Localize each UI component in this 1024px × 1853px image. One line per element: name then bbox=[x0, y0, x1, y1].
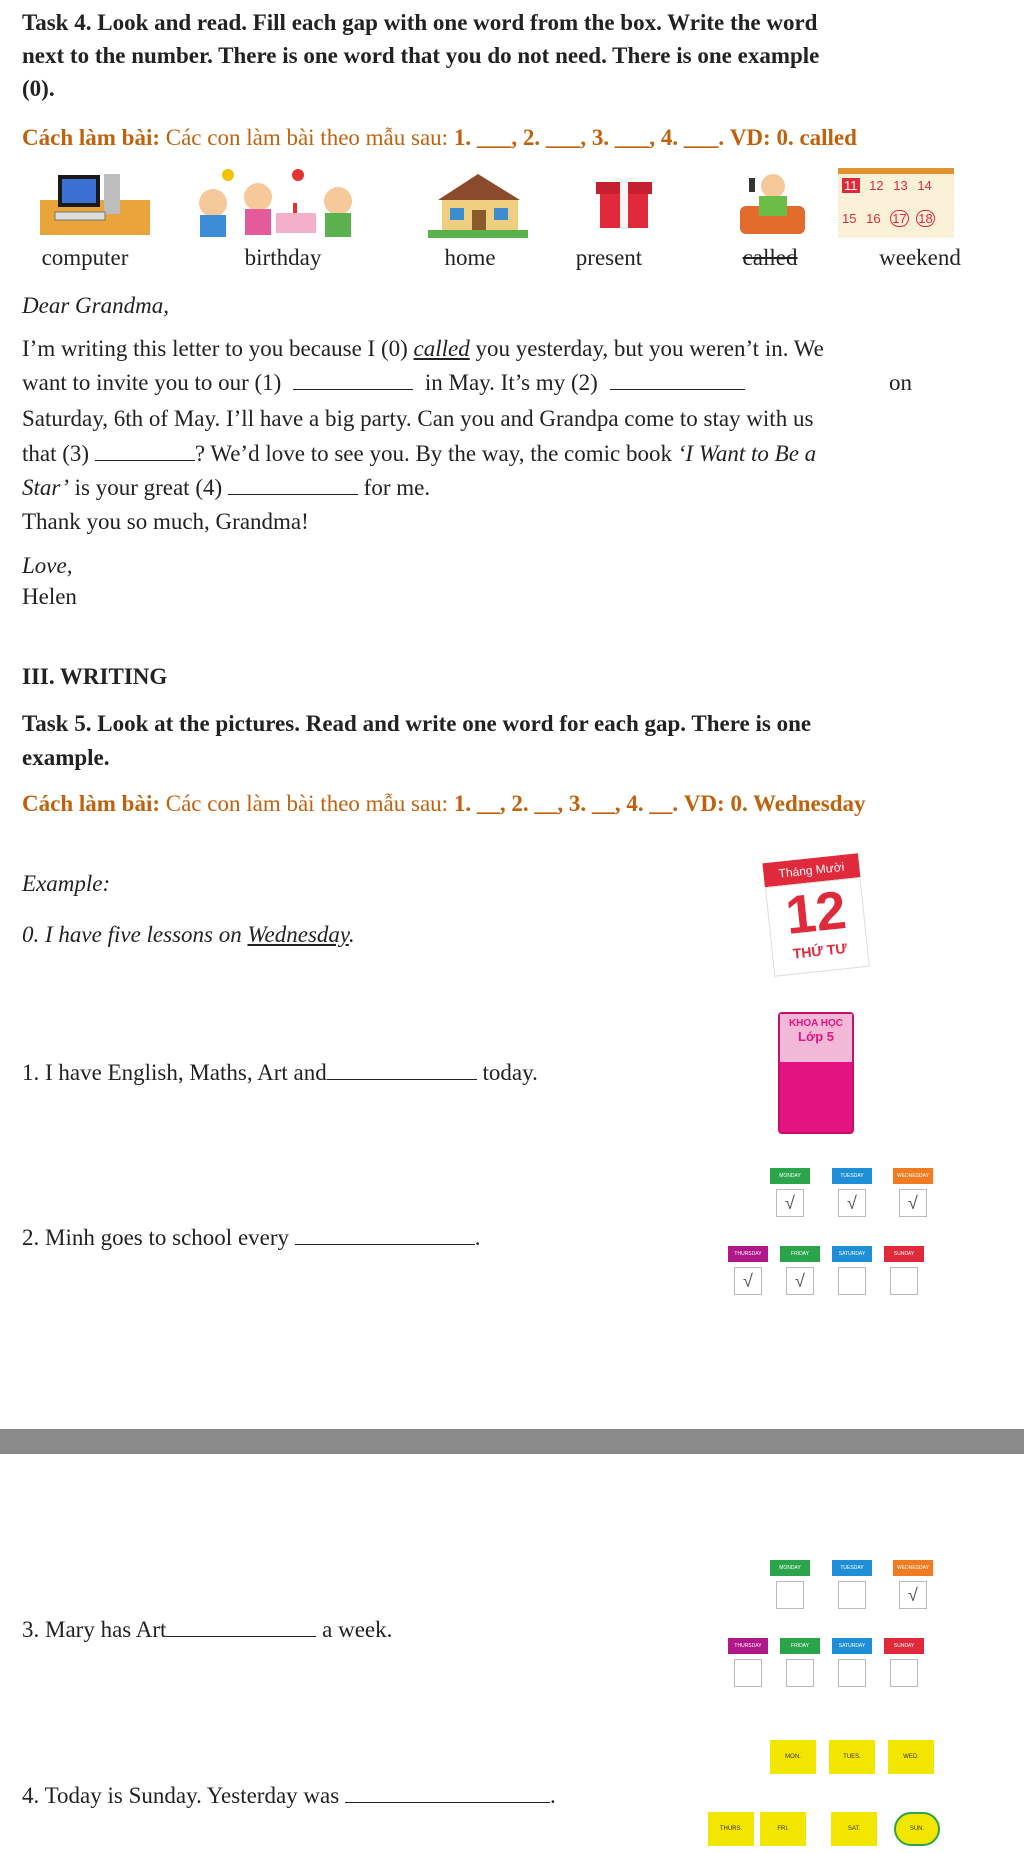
schedule-a-thursday bbox=[728, 1246, 768, 1298]
science-book bbox=[778, 1012, 854, 1134]
called-picture bbox=[735, 166, 810, 236]
book-title: KHOA HỌC bbox=[788, 1018, 844, 1029]
letter-text: for me. bbox=[363, 475, 431, 500]
tearoff-day: 12 bbox=[782, 880, 849, 946]
blank-q3[interactable] bbox=[166, 1616, 316, 1637]
day-header: SUNDAY bbox=[884, 1246, 924, 1262]
letter-text: ? We’d love to see you. By the way, the comic book bbox=[194, 441, 673, 466]
day-header: TUESDAY bbox=[832, 1560, 872, 1576]
day-header: SATURDAY bbox=[832, 1638, 872, 1654]
calendar-top-bar bbox=[838, 168, 954, 174]
calendar-row1 bbox=[842, 178, 932, 193]
question-text: . bbox=[474, 1225, 481, 1250]
task4-title-line1: Task 4. Look and read. Fill each gap with one word from the box. Write the word bbox=[22, 10, 818, 35]
letter-line1 bbox=[22, 331, 824, 366]
day-header: FRIDAY bbox=[780, 1638, 820, 1654]
tearoff-calendar bbox=[762, 853, 869, 974]
day-header: THURSDAY bbox=[728, 1246, 768, 1262]
howto-label: Cách làm bài: bbox=[22, 125, 160, 150]
cal-day-circled: 17 bbox=[892, 211, 907, 226]
letter-greeting: Dear Grandma, bbox=[22, 293, 169, 318]
check-mark: √ bbox=[734, 1267, 762, 1295]
schedule-a-monday bbox=[770, 1168, 810, 1220]
computer-picture bbox=[40, 170, 150, 235]
schedule-a-tuesday bbox=[832, 1168, 872, 1220]
comic-title: Star’ bbox=[22, 475, 69, 500]
example-answer: Wednesday bbox=[247, 922, 349, 947]
howto-example: VD: 0. called bbox=[729, 125, 857, 150]
word-weekend: weekend bbox=[879, 245, 961, 270]
section-heading: III. WRITING bbox=[22, 664, 168, 689]
day-header: WEDNESDAY bbox=[893, 1168, 933, 1184]
cal-day: 12 bbox=[869, 178, 884, 193]
comic-title: ‘I Want to Be a bbox=[677, 441, 817, 466]
schedule-b-wednesday bbox=[893, 1560, 933, 1612]
day-header: TUESDAY bbox=[832, 1168, 872, 1184]
day-header: SUNDAY bbox=[884, 1638, 924, 1654]
schedule-b-sunday bbox=[884, 1638, 924, 1690]
empty-box bbox=[838, 1581, 866, 1609]
empty-box bbox=[734, 1659, 762, 1687]
check-mark: √ bbox=[899, 1581, 927, 1609]
check-mark: √ bbox=[838, 1189, 866, 1217]
letter-text: that (3) bbox=[22, 441, 90, 466]
cal-day: 11 bbox=[844, 178, 858, 193]
blank-2[interactable] bbox=[610, 369, 745, 390]
example-answer: called bbox=[413, 336, 470, 361]
task4-howto bbox=[22, 120, 857, 155]
blank-q2[interactable] bbox=[295, 1224, 475, 1245]
task5-title-line2: example. bbox=[22, 745, 110, 770]
empty-box bbox=[776, 1581, 804, 1609]
howto-example: VD: 0. Wednesday bbox=[683, 791, 866, 816]
schedule-a-sunday bbox=[884, 1246, 924, 1298]
day-label-tues: TUES. bbox=[829, 1740, 875, 1774]
schedule-a-saturday bbox=[832, 1246, 872, 1298]
day-label-thurs: THURS. bbox=[708, 1812, 754, 1846]
letter-text: in May. It’s my (2) bbox=[424, 370, 598, 395]
day-label-sun-circled: SUN. bbox=[894, 1812, 940, 1846]
empty-box bbox=[786, 1659, 814, 1687]
empty-box bbox=[838, 1267, 866, 1295]
schedule-b-monday bbox=[770, 1560, 810, 1612]
home-picture bbox=[428, 170, 528, 238]
question-1 bbox=[22, 1055, 538, 1090]
question-4 bbox=[22, 1778, 556, 1813]
empty-box bbox=[890, 1267, 918, 1295]
cal-day-circled: 18 bbox=[918, 211, 933, 226]
schedule-b-saturday bbox=[832, 1638, 872, 1690]
question-text: a week. bbox=[322, 1617, 393, 1642]
question-2 bbox=[22, 1220, 481, 1255]
letter-text: want to invite you to our (1) bbox=[22, 370, 282, 395]
day-label-sat: SAT. bbox=[831, 1812, 877, 1846]
letter-line3: Saturday, 6th of May. I’ll have a big party. Can you and Grandpa come to stay with us bbox=[22, 406, 814, 431]
letter-line5 bbox=[22, 470, 430, 505]
letter-text: I’m writing this letter to you because I (0) bbox=[22, 336, 408, 361]
empty-box bbox=[838, 1659, 866, 1687]
question-text: today. bbox=[482, 1060, 538, 1085]
question-text: 1. I have English, Maths, Art and bbox=[22, 1060, 327, 1085]
book-grade: Lớp 5 bbox=[798, 1029, 834, 1044]
word-home: home bbox=[444, 245, 496, 270]
task5-howto bbox=[22, 786, 866, 821]
tearoff-month: Tháng Mười bbox=[762, 853, 860, 887]
example-text: 0. I have five lessons on bbox=[22, 922, 242, 947]
word-called: called bbox=[742, 245, 798, 270]
day-header: THURSDAY bbox=[728, 1638, 768, 1654]
question-text: 2. Minh goes to school every bbox=[22, 1225, 290, 1250]
schedule-b-friday bbox=[780, 1638, 820, 1690]
day-header: WEDNESDAY bbox=[893, 1560, 933, 1576]
blank-4[interactable] bbox=[228, 474, 358, 495]
cal-day: 16 bbox=[866, 211, 881, 226]
tearoff-weekday: THỨ TƯ bbox=[792, 940, 848, 962]
day-header: MONDAY bbox=[770, 1560, 810, 1576]
day-header: FRIDAY bbox=[780, 1246, 820, 1262]
question-text: . bbox=[549, 1783, 556, 1808]
task5-title-line1: Task 5. Look at the pictures. Read and write one word for each gap. There is one bbox=[22, 711, 812, 736]
schedule-b-tuesday bbox=[832, 1560, 872, 1612]
word-present: present bbox=[575, 245, 643, 270]
day-header: SATURDAY bbox=[832, 1246, 872, 1262]
letter-line4 bbox=[22, 436, 816, 471]
page-separator bbox=[0, 1429, 1024, 1454]
day-label-fri: FRI. bbox=[760, 1812, 806, 1846]
check-mark: √ bbox=[786, 1267, 814, 1295]
cal-day: 15 bbox=[842, 211, 857, 226]
example-text: . bbox=[348, 922, 355, 947]
weekend-calendar bbox=[838, 168, 954, 238]
howto-text: Các con làm bài theo mẫu sau: bbox=[165, 791, 449, 816]
task4-title-line3: (0). bbox=[22, 76, 55, 101]
day-header: MONDAY bbox=[770, 1168, 810, 1184]
question-text: 4. Today is Sunday. Yesterday was bbox=[22, 1783, 340, 1808]
howto-answers: 1. __, 2. __, 3. __, 4. __. bbox=[453, 791, 679, 816]
blank-q1[interactable] bbox=[327, 1059, 477, 1080]
letter-text: on bbox=[889, 370, 912, 395]
check-mark: √ bbox=[899, 1189, 927, 1217]
howto-text: Các con làm bài theo mẫu sau: bbox=[165, 125, 449, 150]
example-label: Example: bbox=[22, 871, 111, 896]
example-sentence bbox=[22, 917, 355, 952]
check-mark: √ bbox=[776, 1189, 804, 1217]
letter-signature: Helen bbox=[22, 584, 77, 609]
word-computer: computer bbox=[41, 245, 129, 270]
word-birthday: birthday bbox=[244, 245, 322, 270]
birthday-picture bbox=[188, 165, 363, 240]
present-picture bbox=[594, 170, 654, 230]
question-text: 3. Mary has Art bbox=[22, 1617, 167, 1642]
schedule-a-friday bbox=[780, 1246, 820, 1298]
letter-text: is your great (4) bbox=[74, 475, 223, 500]
blank-1[interactable] bbox=[293, 369, 413, 390]
schedule-b-thursday bbox=[728, 1638, 768, 1690]
letter-line2 bbox=[22, 365, 912, 400]
letter-line6: Thank you so much, Grandma! bbox=[22, 509, 309, 534]
schedule-a-wednesday bbox=[893, 1168, 933, 1220]
blank-3[interactable] bbox=[95, 440, 195, 461]
empty-box bbox=[890, 1659, 918, 1687]
day-label-wed: WED. bbox=[888, 1740, 934, 1774]
calendar-row2 bbox=[842, 211, 935, 226]
task4-title-line2: next to the number. There is one word that you do not need. There is one example bbox=[22, 43, 820, 68]
cal-day: 14 bbox=[917, 178, 932, 193]
letter-closing: Love, bbox=[22, 553, 73, 578]
howto-answers: 1. ___, 2. ___, 3. ___, 4. ___. bbox=[453, 125, 725, 150]
question-3 bbox=[22, 1612, 392, 1647]
letter-text: you yesterday, but you weren’t in. We bbox=[475, 336, 824, 361]
howto-label: Cách làm bài: bbox=[22, 791, 160, 816]
cal-day: 13 bbox=[893, 178, 908, 193]
day-label-mon: MON. bbox=[770, 1740, 816, 1774]
blank-q4[interactable] bbox=[345, 1782, 550, 1803]
